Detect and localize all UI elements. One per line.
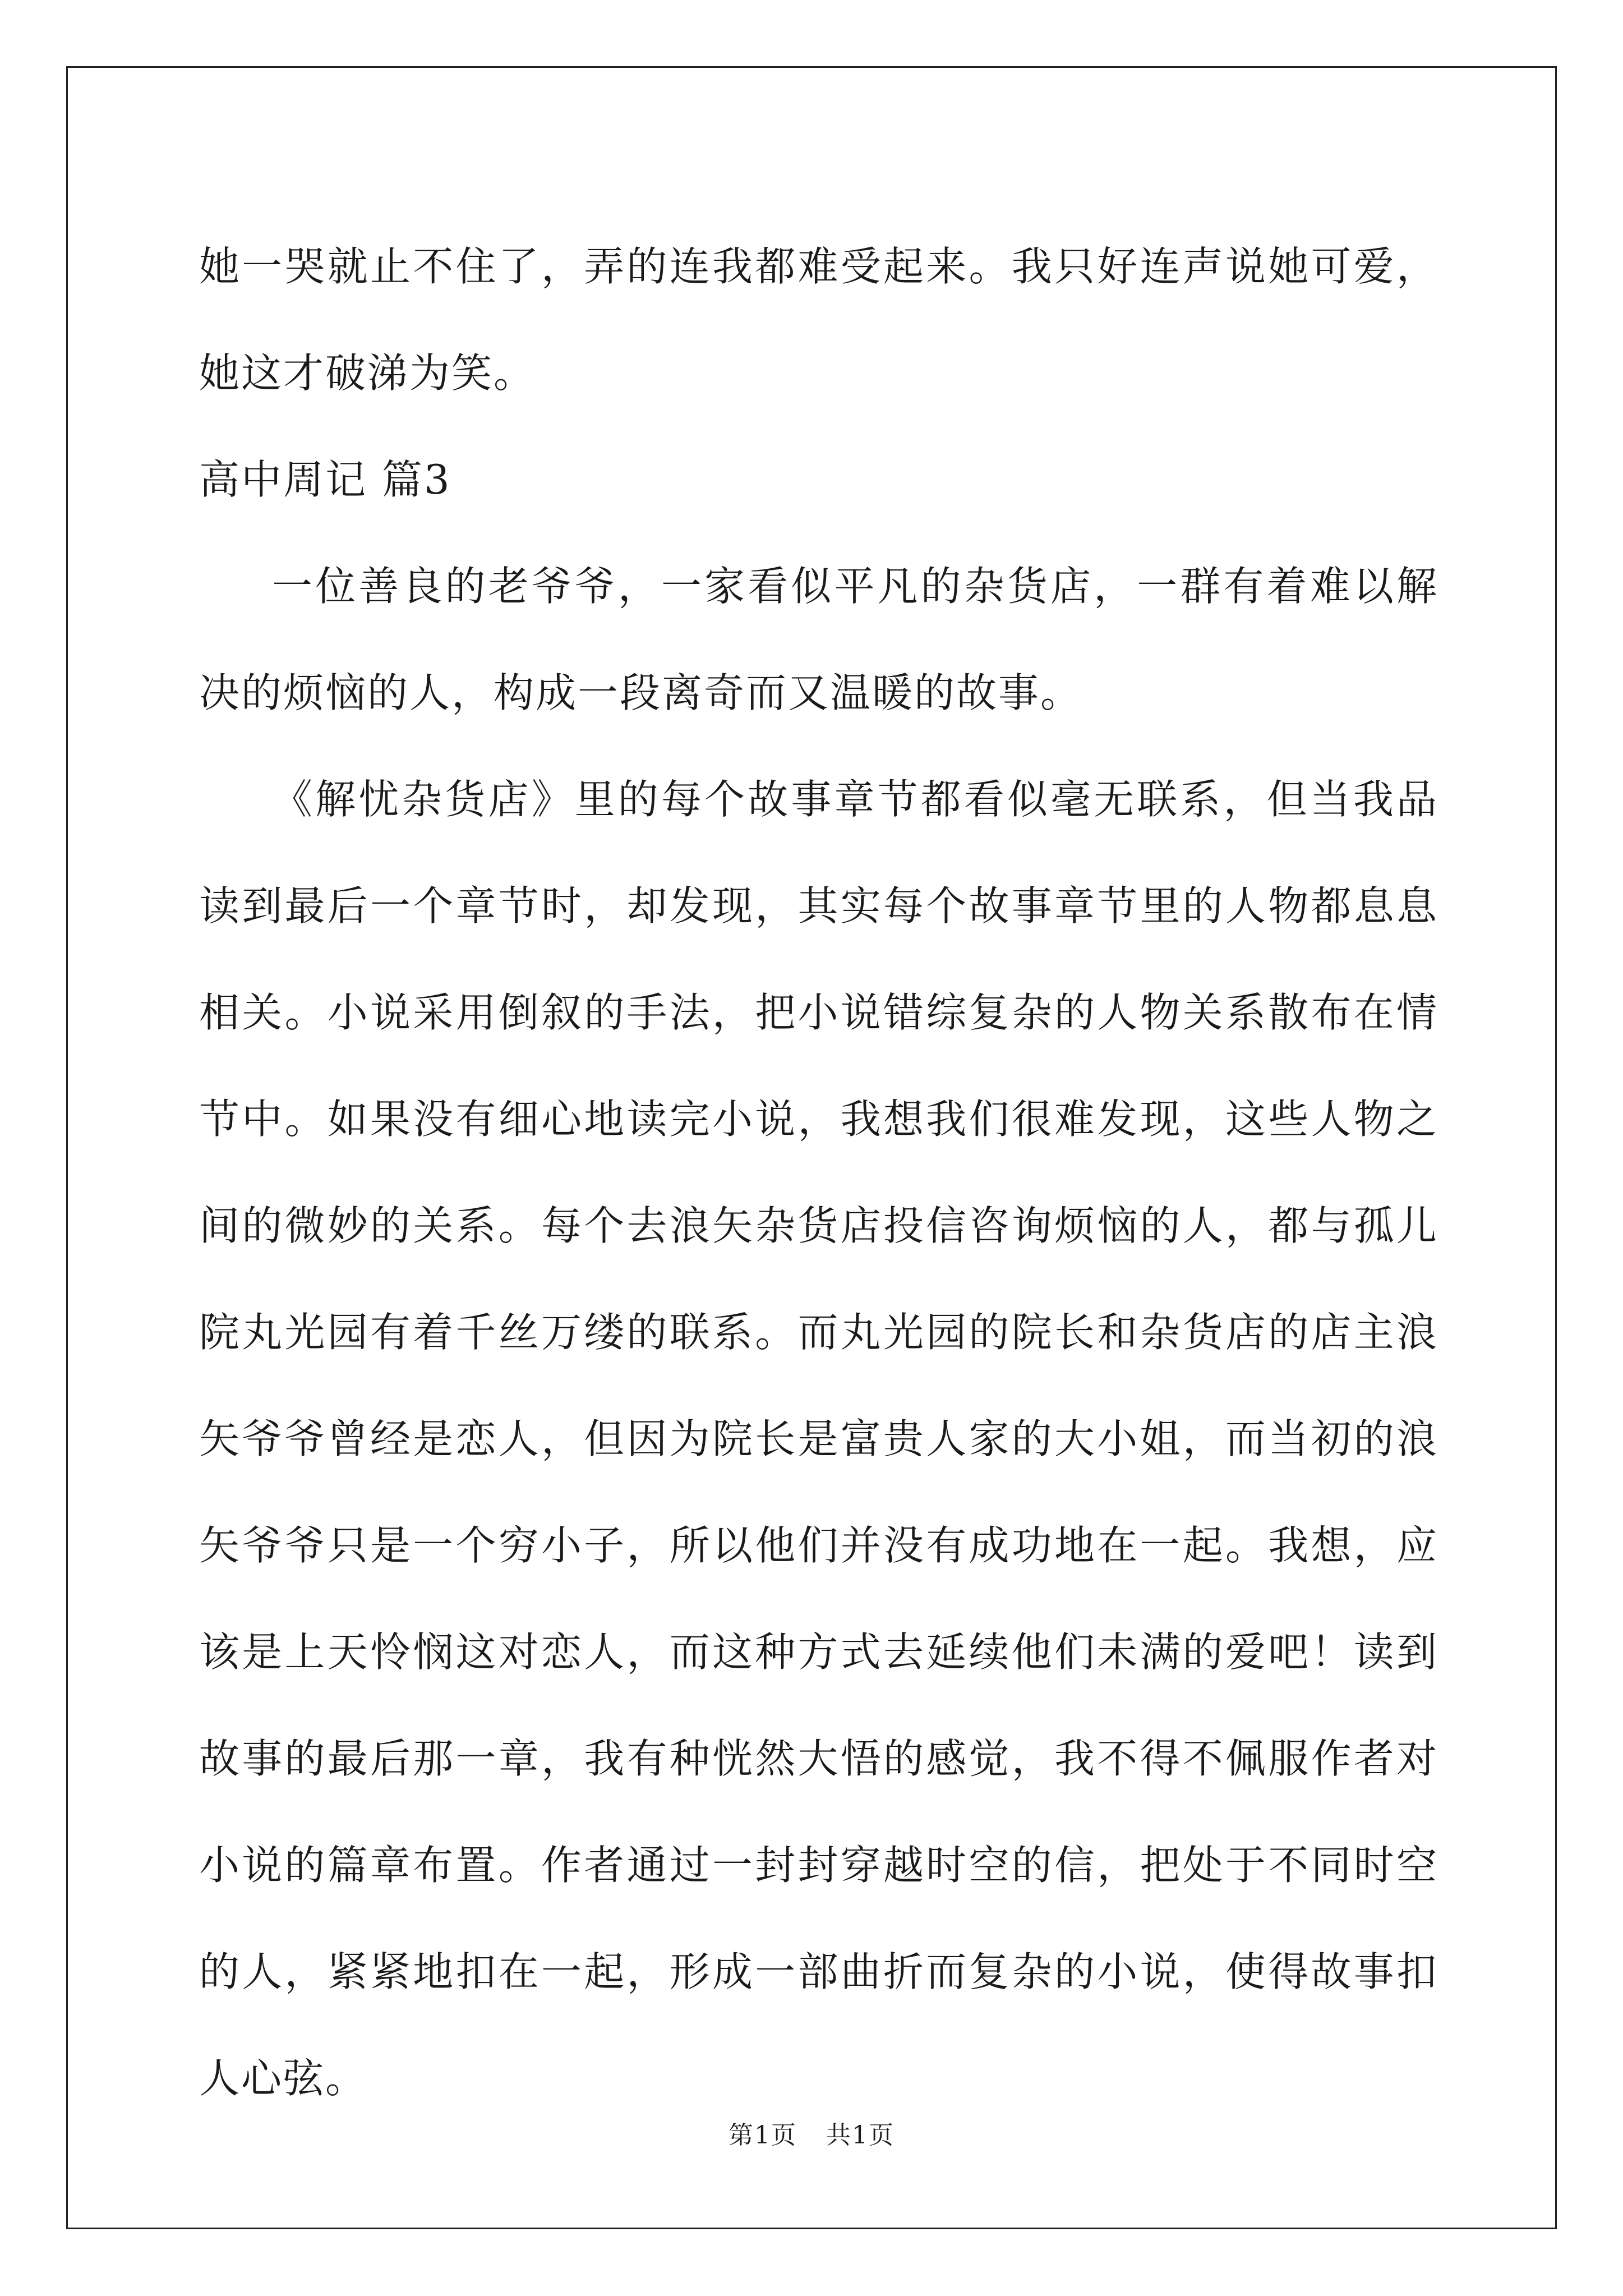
page-footer <box>0 2115 1623 2151</box>
paragraph-review: 《解忧杂货店》里的每个故事章节都看似毫无联系，但当我品读到最后一个章节时，却发现，其实每个故事章节里的人物都息息相关。小说采用倒叙的手法，把小说错综复杂的人物关系散布在情节中。如果没有细心地读完小说，我想我们很难发现，这些人物之间的微妙的关系。每个去浪矢杂货店投信咨询烦恼的人，都与孤儿院丸光园有着千丝万缕的联系。而丸光园的院长和杂货店的店主浪矢爷爷曾经是恋人，但因为院长是富贵人家的大小姐，而当初的浪矢爷爷只是一个穷小子，所以他们并没有成功地在一起。我想，应该是上天怜悯这对恋人，而这种方式去延续他们未满的爱吧！读到故事的最后那一章，我有种恍然大悟的感觉，我不得不佩服作者对小说的篇章布置。作者通过一封封穿越时空的信，把处于不同时空的人，紧紧地扣在一起，形成一部曲折而复杂的小说，使得故事扣人心弦。 <box>199 776 1438 2102</box>
section-title: 高中周记 篇3 <box>199 456 451 503</box>
page-number: 第1页 <box>728 2121 797 2150</box>
continued-paragraph: 她一哭就止不住了，弄的连我都难受起来。我只好连声说她可爱，她这才破涕为笑。 <box>199 243 1438 397</box>
document-body <box>199 213 1438 2132</box>
page-total: 共1页 <box>826 2121 895 2150</box>
paragraph-intro: 一位善良的老爷爷，一家看似平凡的杂货店，一群有着难以解决的烦恼的人，构成一段离奇而又温暖的故事。 <box>199 563 1438 716</box>
